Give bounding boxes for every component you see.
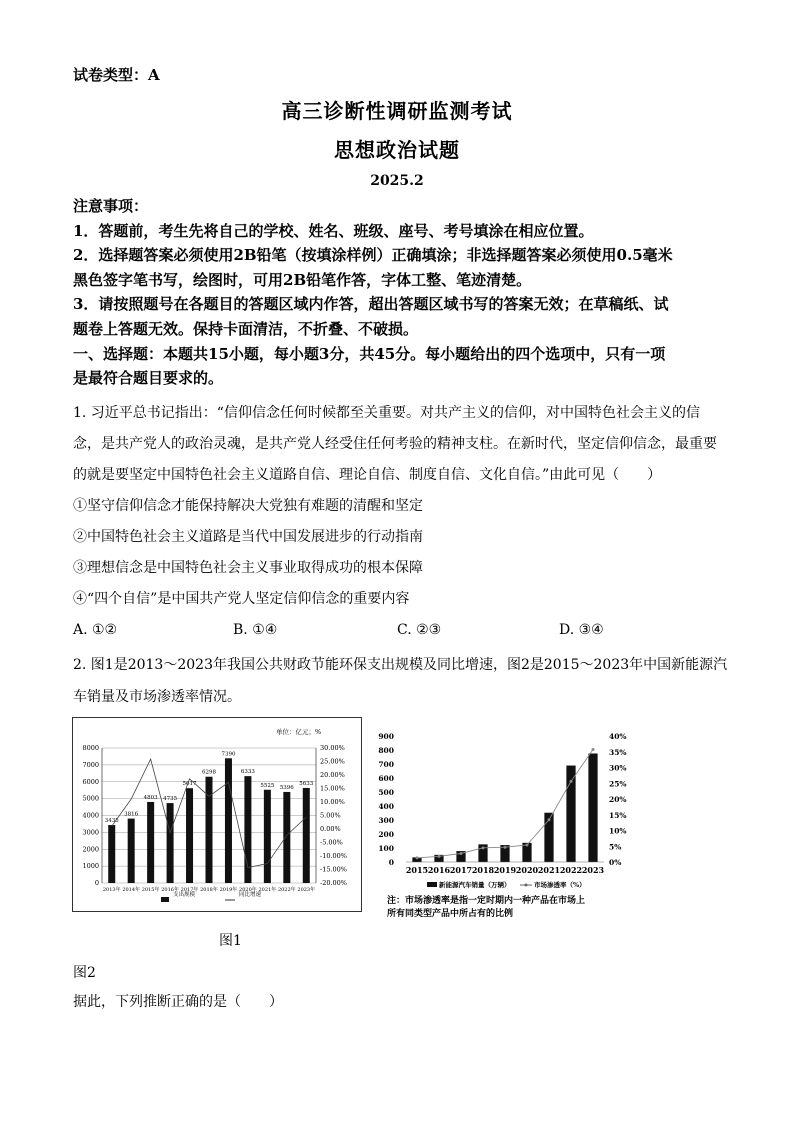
chart2-note: 注：市场渗透率是指一定时期内一种产品在市场上 (387, 896, 586, 906)
q1-stem: 1. 习近平总书记指出：“信仰信念任何时候都至关重要。对共产主义的信仰，对中国特色社会主义的信 (73, 405, 700, 421)
q1-option-a[interactable]: A. ①② (73, 622, 118, 638)
chart1-y-right-tick: -5.00% (320, 838, 343, 847)
section-heading: 一、选择题：本题共15小题，每小题3分，共45分。每小题给出的四个选项中，只有一项 (73, 345, 666, 363)
chart2-x-tick: 2019 (493, 865, 517, 875)
chart1-bar-label: 5633 (299, 780, 314, 787)
chart1-x-tick: 2021年 (258, 887, 277, 893)
chart1-x-tick: 2022年 (277, 887, 296, 893)
chart1-y-left-tick: 5000 (82, 794, 99, 803)
chart2-y-left-tick: 500 (378, 788, 394, 797)
chart2-y-left-tick: 600 (378, 774, 394, 783)
chart2-penetration-point (548, 818, 551, 821)
q1-stem: 的就是要坚定中国特色社会主义道路自信、理论自信、制度自信、文化自信。”由此可见（ ） (73, 467, 662, 483)
chart2-y-left-tick: 300 (378, 816, 394, 825)
notice-item: 2．选择题答案必须使用2B铅笔（按填涂样例）正确填涂；非选择题答案必须使用0.5毫米 (73, 246, 673, 264)
chart2-x-tick: 2017 (449, 865, 473, 875)
chart1-bar (283, 792, 290, 883)
chart2-y-left-tick: 900 (378, 732, 394, 741)
chart1-y-right-tick: -15.00% (320, 865, 347, 874)
figure-2-caption: 图2 (73, 965, 96, 981)
figure-2-chart (370, 720, 640, 920)
chart1-y-right-tick: 30.00% (320, 744, 345, 752)
figure-2 (370, 720, 640, 920)
chart1-bar (147, 802, 154, 883)
chart1-bar (108, 825, 115, 883)
chart2-legend-line-label: 市场渗透率（%） (534, 881, 586, 889)
chart1-y-left-tick: 8000 (82, 744, 99, 752)
q1-stem: 念，是共产党人的政治灵魂，是共产党人经受住任何考验的精神支柱。在新时代，坚定信仰信念，最重要 (73, 436, 717, 452)
chart1-bar (186, 788, 193, 883)
q1-statement: ①坚守信仰信念才能保持解决大党独有难题的清醒和坚定 (73, 498, 423, 514)
q2-question: 据此，下列推断正确的是（ ） (73, 994, 283, 1010)
chart1-y-left-tick: 2000 (82, 845, 99, 854)
chart1-y-right-tick: 10.00% (320, 798, 345, 806)
chart1-y-right-tick: 5.00% (320, 811, 341, 820)
chart1-x-tick: 2014年 (122, 887, 141, 893)
chart1-y-right-tick: 25.00% (320, 757, 345, 766)
chart1-y-left-tick: 4000 (82, 811, 99, 820)
chart1-bar-label: 3816 (124, 811, 139, 818)
chart2-penetration-point (416, 856, 419, 859)
chart2-x-tick: 2015 (405, 865, 429, 875)
chart1-bar-label: 5617 (182, 781, 197, 788)
chart1-x-tick: 2015年 (141, 887, 160, 893)
chart2-y-right-tick: 5% (609, 842, 622, 852)
q2-stem: 车销量及市场渗透率情况。 (73, 689, 241, 705)
chart1-x-tick: 2019年 (219, 887, 238, 893)
chart2-y-right-tick: 25% (609, 779, 627, 789)
notice-item: 3．请按照题号在各题目的答题区域内作答，超出答题区域书写的答案无效；在草稿纸、试 (73, 295, 669, 313)
chart1-legend-bar-label: 支出规模 (173, 892, 196, 898)
chart1-y-right-tick: -10.00% (320, 852, 347, 860)
q1-statement: ③理想信念是中国特色社会主义事业取得成功的根本保障 (73, 560, 423, 576)
chart1-bar-label: 3435 (104, 818, 119, 825)
chart1-legend-line-label: 同比增速 (239, 892, 262, 898)
chart1-y-right-tick: 0.00% (320, 825, 341, 833)
chart2-y-right-tick: 20% (609, 795, 627, 804)
chart2-y-left-tick: 400 (378, 802, 394, 811)
chart1-bar (128, 819, 135, 883)
chart1-unit-label: 单位：亿元；% (276, 728, 322, 736)
chart2-penetration-point (438, 855, 441, 858)
chart1-bar-label: 4803 (143, 794, 158, 801)
chart2-penetration-point (482, 846, 485, 849)
chart1-bar (303, 788, 310, 883)
chart2-penetration-point (592, 748, 595, 751)
exam-date: 2025.2 (370, 173, 424, 189)
chart2-y-right-tick: 40% (609, 732, 627, 741)
chart2-x-tick: 2022 (559, 865, 583, 875)
chart2-penetration-point (460, 852, 463, 855)
q1-statement: ④“四个自信”是中国共产党人坚定信仰信念的重要内容 (73, 591, 410, 607)
chart2-y-right-tick: 0% (609, 858, 622, 867)
chart1-x-tick: 2013年 (102, 887, 121, 893)
chart1-y-left-tick: 7000 (82, 760, 99, 769)
q2-stem: 2. 图1是2013～2023年我国公共财政节能环保支出规模及同比增速，图2是2015～2023年中国新能源汽 (73, 657, 728, 673)
chart1-y-left-tick: 6000 (82, 777, 99, 786)
chart2-note: 所有同类型产品中所占有的比例 (387, 909, 514, 919)
chart1-bar-label: 5525 (260, 782, 275, 789)
chart2-penetration-point (526, 843, 529, 846)
chart2-y-left-tick: 100 (378, 844, 394, 853)
notice-item: 1．答题前，考生先将自己的学校、姓名、班级、座号、考号填涂在相应位置。 (73, 222, 594, 240)
chart2-y-right-tick: 10% (609, 826, 627, 836)
chart1-y-right-tick: 15.00% (320, 784, 345, 793)
chart2-penetration-point (504, 846, 507, 849)
chart1-bar-label: 7390 (221, 751, 236, 758)
chart1-y-left-tick: 0 (94, 879, 99, 887)
chart1-bar (264, 790, 271, 883)
chart1-legend-bar-swatch (161, 897, 169, 902)
chart1-bar-label: 6333 (240, 769, 255, 776)
chart1-y-right-tick: 20.00% (320, 771, 345, 779)
chart1-bar (205, 777, 212, 883)
chart2-legend-bar-swatch (427, 882, 437, 887)
chart1-x-tick: 2020年 (239, 887, 257, 893)
chart2-legend-line-marker (525, 884, 528, 887)
chart2-x-tick: 2020 (515, 865, 539, 875)
section-heading: 是最符合题目要求的。 (73, 369, 224, 387)
chart1-bar-label: 5396 (279, 784, 294, 791)
chart2-y-left-tick: 800 (378, 746, 394, 755)
chart1-x-tick: 2023年 (297, 887, 316, 893)
exam-title: 高三诊断性调研监测考试 (281, 99, 513, 123)
chart1-bar (167, 803, 174, 883)
chart2-legend-bar-label: 新能源汽车销量（万辆） (439, 881, 511, 889)
chart2-x-tick: 2023 (581, 865, 605, 875)
chart2-y-left-tick: 0 (388, 858, 394, 867)
figure-1-caption: 图1 (219, 933, 242, 949)
notice-item: 题卷上答题无效。保持卡面清洁，不折叠、不破损。 (73, 320, 419, 338)
chart2-y-right-tick: 35% (609, 747, 627, 757)
figure-1-chart (73, 718, 361, 911)
figure-1-frame (72, 717, 362, 912)
chart1-x-tick: 2016年 (161, 887, 179, 893)
notice-heading: 注意事项： (73, 197, 149, 215)
q1-option-c[interactable]: C. ②③ (397, 622, 442, 638)
chart2-y-left-tick: 700 (378, 760, 394, 769)
notice-item: 黑色签字笔书写，绘图时，可用2B铅笔作答，字体工整、笔迹清楚。 (73, 271, 532, 289)
subject-title: 思想政治试题 (334, 138, 460, 162)
chart2-y-left-tick: 200 (378, 830, 394, 839)
q1-option-d[interactable]: D. ③④ (559, 622, 604, 638)
chart2-x-tick: 2021 (537, 865, 561, 875)
chart1-bar (225, 758, 232, 883)
chart2-y-right-tick: 15% (609, 810, 627, 820)
chart1-y-left-tick: 1000 (82, 862, 99, 871)
q1-option-b[interactable]: B. ①④ (233, 622, 278, 638)
chart2-x-tick: 2016 (427, 865, 451, 875)
paper-type: 试卷类型：A (73, 66, 160, 84)
q1-statement: ②中国特色社会主义道路是当代中国发展进步的行动指南 (73, 529, 423, 545)
chart1-x-tick: 2017年 (180, 887, 199, 893)
chart1-bar-label: 6298 (202, 769, 216, 776)
chart1-y-left-tick: 3000 (82, 828, 99, 837)
chart1-x-tick: 2018年 (200, 887, 218, 893)
chart1-y-right-tick: -20.00% (320, 879, 347, 887)
chart1-bar-label: 4735 (163, 796, 178, 803)
chart2-x-tick: 2018 (471, 865, 495, 875)
chart2-penetration-point (570, 780, 573, 783)
chart2-y-right-tick: 30% (609, 763, 627, 773)
chart2-bar (588, 754, 597, 863)
